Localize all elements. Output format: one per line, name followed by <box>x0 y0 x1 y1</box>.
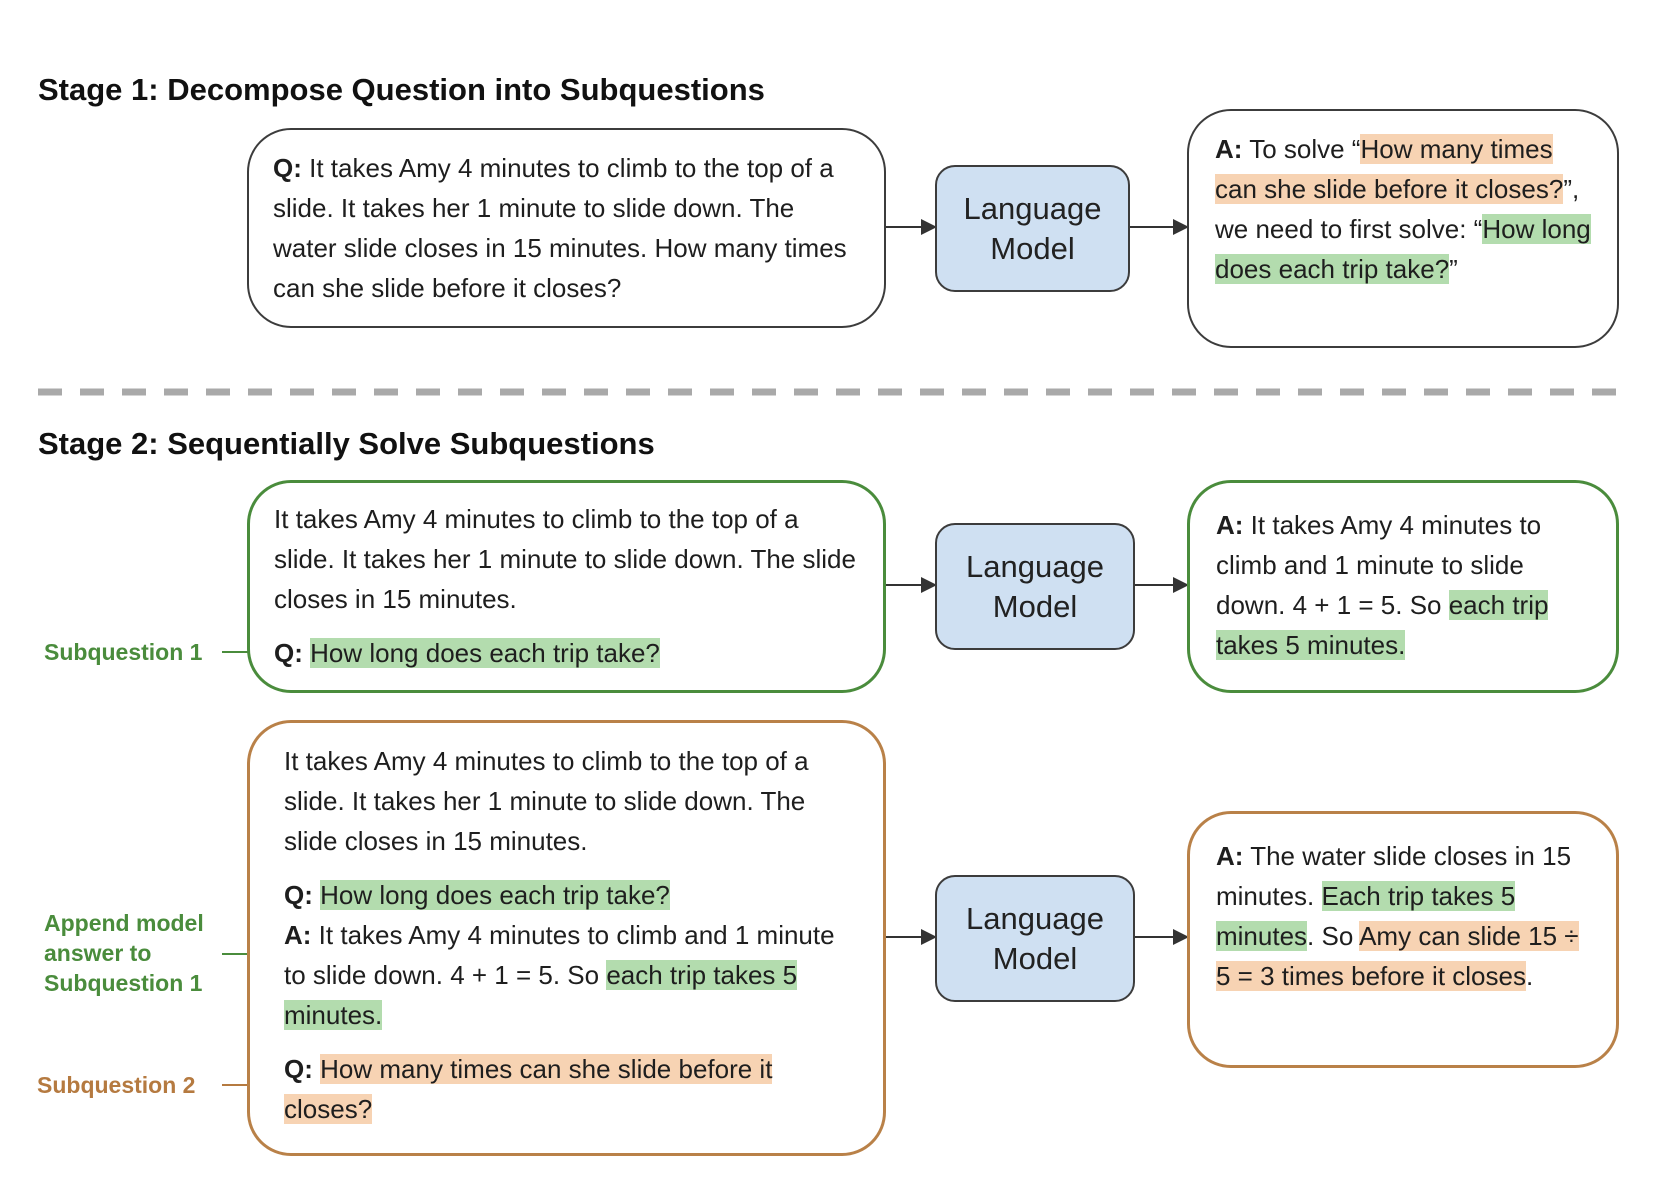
subquestion-1-answer <box>284 915 859 1035</box>
answer-text: ”, we need to first solve: “ <box>1215 174 1580 244</box>
subquestion-1 <box>284 875 859 915</box>
language-model-stage-2-step-2 <box>935 875 1135 1002</box>
subquestion-2 <box>284 1049 859 1129</box>
a-label: A: <box>1216 510 1244 540</box>
subquestion-2-label <box>37 1070 195 1100</box>
stage-1-title: Stage 1: Decompose Question into Subquestions <box>38 72 765 107</box>
answer-text: The water slide closes in 15 minutes. <box>1216 841 1572 911</box>
q-label: Q: <box>273 153 302 183</box>
highlight-answer-1: each trip takes 5 minutes. <box>1216 590 1549 660</box>
stage-1-answer-box <box>1187 109 1619 348</box>
stage-2-step-2-answer-box <box>1187 811 1619 1068</box>
answer-text: It takes Amy 4 minutes to climb and 1 minute to slide down. 4 + 1 = 5. So <box>1216 510 1542 620</box>
model-label-line-1: Language <box>966 900 1104 936</box>
q-label: Q: <box>274 638 303 668</box>
model-label-line-1: Language <box>963 190 1102 226</box>
stage-2-step-1-question-box <box>247 480 886 693</box>
model-label-line-2: Model <box>990 230 1075 266</box>
highlight-final-answer: Amy can slide 15 ÷ 5 = 3 times before it closes <box>1216 921 1579 991</box>
language-model-stage-2-step-1 <box>935 523 1135 650</box>
final-answer <box>1216 836 1594 996</box>
highlight-subquestion-2: How many times can she slide before it closes? <box>1215 134 1564 204</box>
context-text: It takes Amy 4 minutes to climb to the top of a slide. It takes her 1 minute to slide down. The slide closes in 15 minutes. <box>274 504 856 614</box>
subquestion-1 <box>274 633 859 673</box>
stage-2-step-2-question-box <box>247 720 886 1156</box>
highlight-answer-1: each trip takes 5 minutes. <box>284 960 798 1030</box>
language-model-stage-1 <box>935 165 1130 292</box>
side-label-text: Subquestion 1 <box>44 639 203 665</box>
model-label-line-2: Model <box>992 588 1078 624</box>
highlight-subquestion-1: How long does each trip take? <box>310 638 660 668</box>
model-label-line-1: Language <box>966 548 1104 584</box>
question-text: It takes Amy 4 minutes to climb to the top of a slide. It takes her 1 minute to slide down. The water slide closes in 15 minutes. How many times can she slide before it closes? <box>273 153 847 303</box>
stage-2-step-1-answer-box <box>1187 480 1619 693</box>
subquestion-1-answer <box>1216 505 1594 665</box>
side-label-text: Append model answer to Subquestion 1 <box>44 910 204 996</box>
highlight-subquestion-1: How long does each trip take? <box>1215 214 1591 284</box>
context-text: It takes Amy 4 minutes to climb to the top of a slide. It takes her 1 minute to slide down. The slide closes in 15 minutes. <box>284 746 809 856</box>
highlight-answer-1: Each trip takes 5 minutes <box>1216 881 1516 951</box>
a-label: A: <box>1216 841 1244 871</box>
stage-1-question-box <box>247 128 886 328</box>
a-label: A: <box>1215 134 1243 164</box>
highlight-subquestion-2: How many times can she slide before it closes? <box>284 1054 773 1124</box>
q-label: Q: <box>284 1054 313 1084</box>
subquestion-1-label <box>44 637 202 667</box>
stage-1-answer <box>1215 129 1595 289</box>
q-label: Q: <box>284 880 313 910</box>
answer-text: . <box>1525 961 1534 991</box>
answer-text: To solve “ <box>1249 134 1361 164</box>
answer-text: . So <box>1307 921 1360 951</box>
model-label-line-2: Model <box>992 940 1078 976</box>
a-label: A: <box>284 920 312 950</box>
side-label-text: Subquestion 2 <box>37 1072 196 1098</box>
highlight-subquestion-1: How long does each trip take? <box>320 880 670 910</box>
stage-1-question <box>273 148 860 308</box>
stage-2-title: Stage 2: Sequentially Solve Subquestions <box>38 426 655 461</box>
append-answer-label <box>44 908 224 998</box>
answer-text: ” <box>1449 254 1458 284</box>
answer-text: It takes Amy 4 minutes to climb and 1 minute to slide down. 4 + 1 = 5. So <box>284 920 835 990</box>
